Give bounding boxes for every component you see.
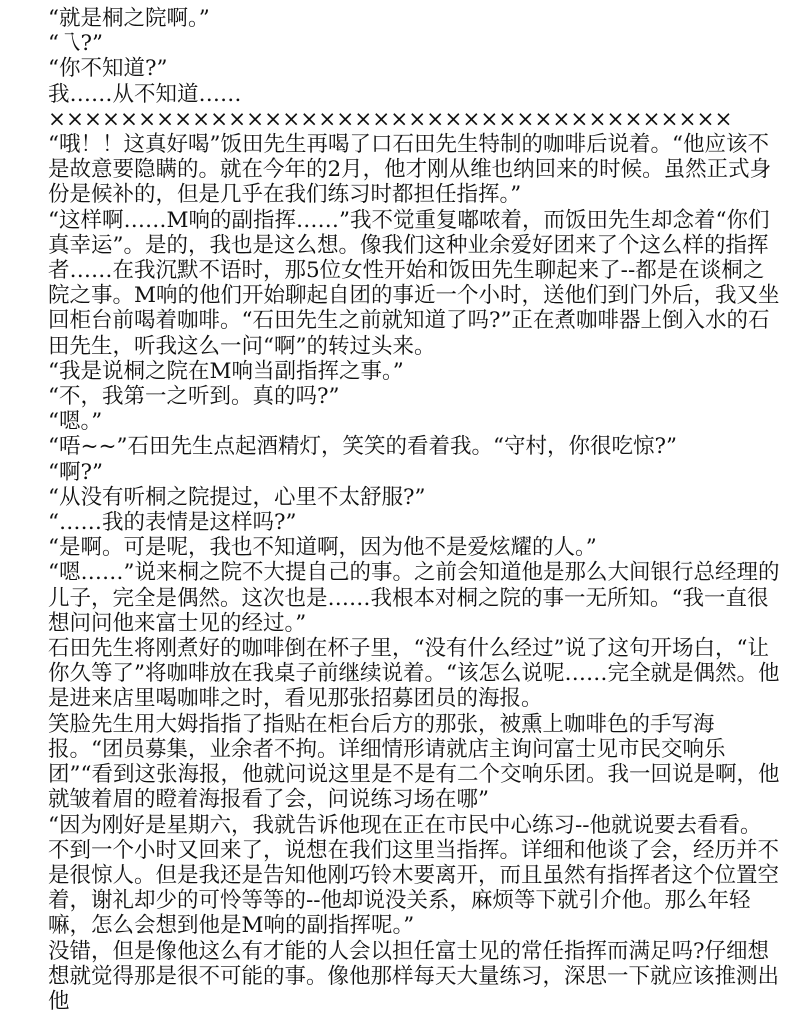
paragraph: 没错，但是像他这么有才能的人会以担任富士见的常任指挥而满足吗?仔细想想就觉得那是很不可能的事。像他那样每天大量练习，深思一下就应该推测出他 (48, 938, 780, 1014)
paragraph: “我是说桐之院在M响当副指挥之事。” (48, 358, 404, 384)
paragraph: 笑脸先生用大姆指指了指贴在柜台后方的那张，被熏上咖啡色的手写海报。“团员募集，业余者不拘。详细情形请就店主询问富士见市民交响乐团”“看到这张海报，他就问说这里是不是有二个交响乐团。我一回说是啊，他就皱着眉的瞪着海报看了会，问说练习场在哪” (48, 711, 780, 813)
paragraph: “啊?” (48, 459, 104, 485)
paragraph: “嗯。” (48, 409, 103, 435)
paragraph: “唔~~”石田先生点起酒精灯，笑笑的看着我。“守村，你很吃惊?” (48, 434, 678, 460)
paragraph: “就是桐之院啊。” (48, 6, 210, 31)
paragraph: “因为刚好是星期六，我就告诉他现在正在市民中心练习--他就说要去看看。不到一个小时又回来了，说想在我们这里当指挥。详细和他谈了会，经历并不是很惊人。但是我还是告知他刚巧铃木要离开，而且虽然有指挥者这个位置空着，谢礼却少的可怜等等的--他却说没关系，麻烦等下就引介他。那么年轻嘛，怎么会想到他是M响的副指挥呢。” (48, 812, 780, 939)
paragraph: “是啊。可是呢，我也不知道啊，因为他不是爱炫耀的人。” (48, 535, 597, 561)
paragraph: “这样啊……M响的副指挥……”我不觉重复嘟哝着，而饭田先生却念着“你们真幸运”。是的，我也是这么想。像我们这种业余爱好团来了个这么样的指挥者……在我沉默不语时，那5位女性开始和饭田先生聊起来了--都是在谈桐之院之事。M响的他们开始聊起自团的事近一个小时，送他们到门外后，我又坐回柜台前喝着咖啡。“石田先生之前就知道了吗?”正在煮咖啡器上倒入水的石田先生，听我这么一问“啊”的转过头来。 (48, 207, 780, 359)
paragraph: “嗯……”说来桐之院不大提自己的事。之前会知道他是那么大间银行总经理的儿子，完全是偶然。这次也是……我根本对桐之院的事一无所知。“我一直很想问问他来富士见的经过。” (48, 560, 780, 636)
paragraph: “哦！！这真好喝”饭田先生再喝了口石田先生特制的咖啡后说着。“他应该不是故意要隐瞒的。就在今年的2月，他才刚从维也纳回来的时候。虽然正式身份是候补的，但是几乎在我们练习时都担任指挥。” (48, 132, 772, 208)
paragraph: “不，我第一之听到。真的吗?” (48, 384, 340, 410)
document-page (48, 6, 783, 1014)
paragraph: “从没有听桐之院提过，心里不太舒服?” (48, 484, 426, 510)
paragraph: “你不知道?” (48, 56, 168, 82)
paragraph: “……我的表情是这样吗?” (48, 510, 297, 536)
paragraph: 石田先生将刚煮好的咖啡倒在杯子里，“没有什么经过”说了这句开场白，“让你久等了”将咖啡放在我桌子前继续说着。“该怎么说呢……完全就是偶然。他是进来店里喝咖啡之时，看见那张招募团员的海报。 (48, 636, 780, 712)
paragraph: 我……从不知道…… (48, 81, 242, 107)
scene-break-divider: ×××××××××××××××××××××××××××××××××××××× (48, 106, 733, 132)
paragraph: “乁?” (48, 31, 104, 57)
